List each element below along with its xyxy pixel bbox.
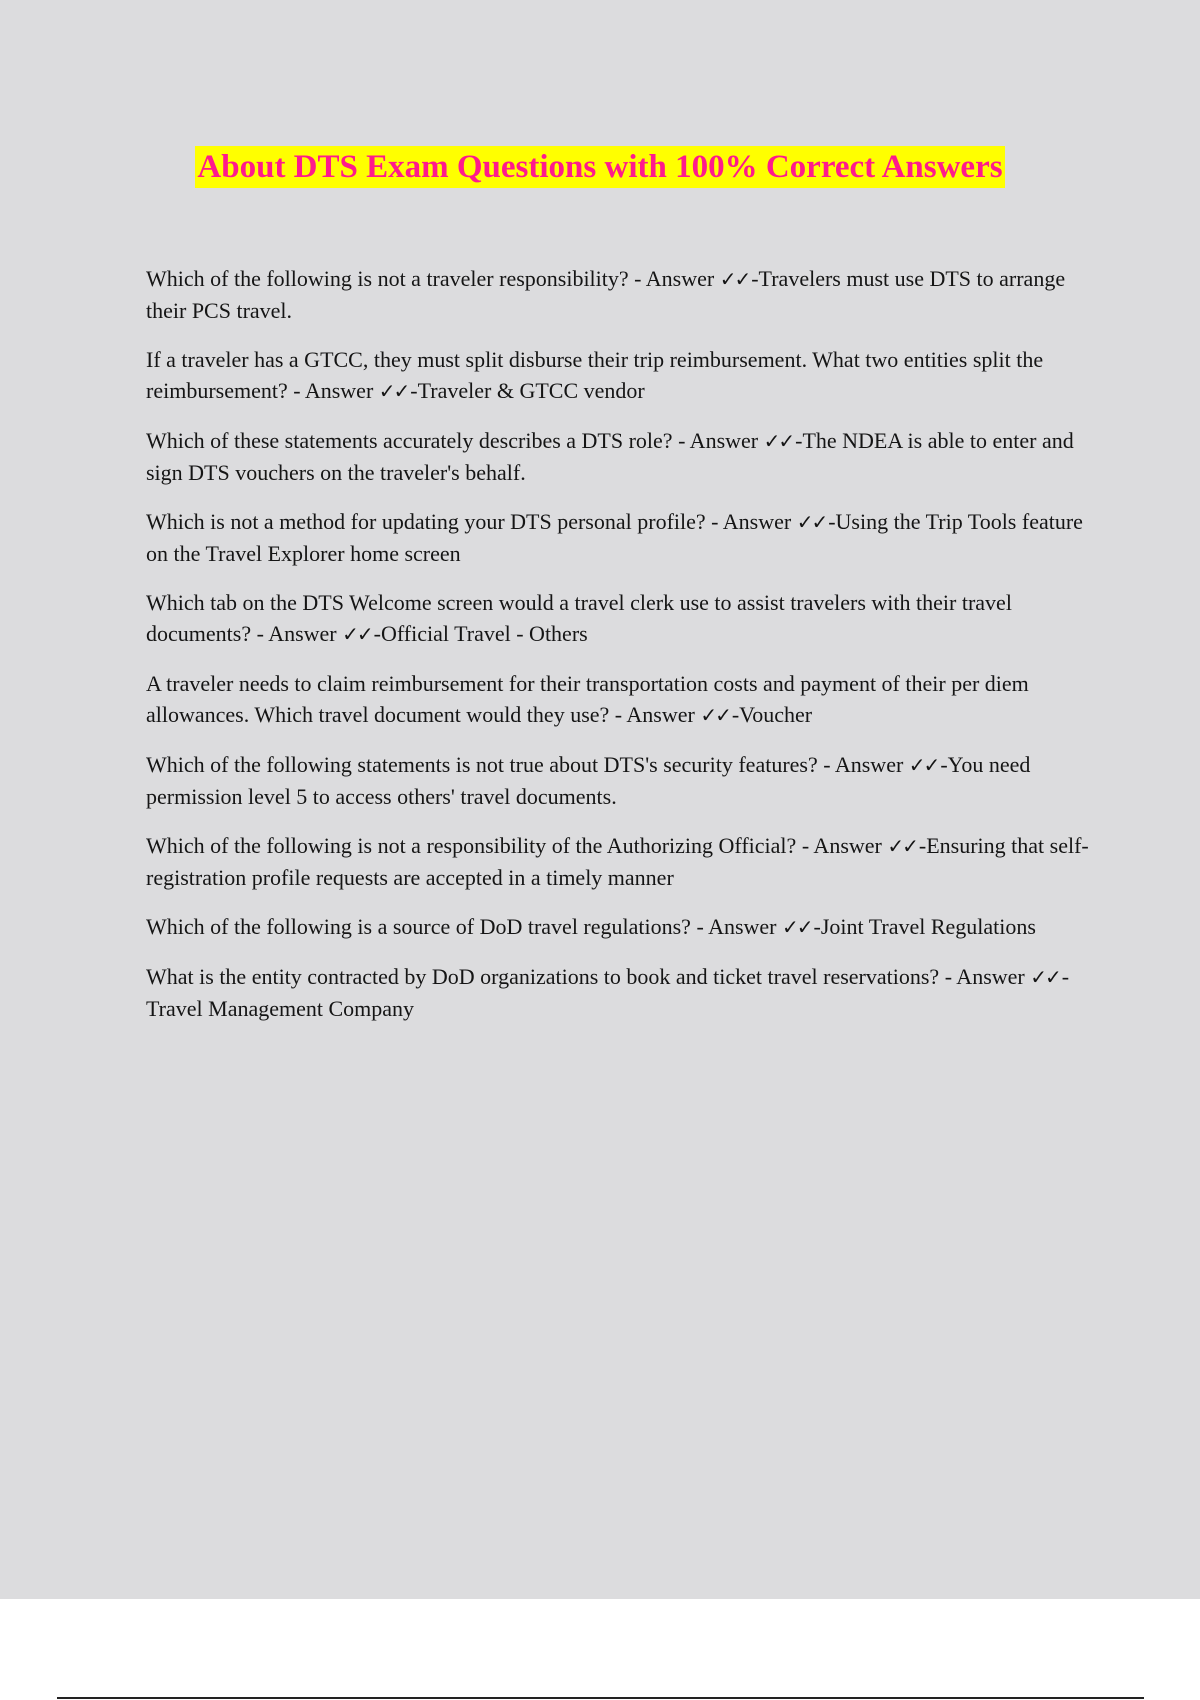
double-check-icon: ✓✓ (763, 429, 794, 453)
answer-prefix: - Answer (817, 752, 909, 777)
answer-prefix: - Answer (939, 964, 1031, 989)
question-text: Which is not a method for updating your DTS personal profile? (146, 509, 706, 534)
answer-text: -Joint Travel Regulations (813, 914, 1036, 939)
qa-item (146, 425, 1094, 488)
title-container (0, 146, 1200, 188)
qa-item (146, 587, 1094, 650)
answer-text: -Travel Management Company (146, 964, 1070, 1021)
question-text: Which of the following statements is not true about DTS's security features? (146, 752, 818, 777)
double-check-icon: ✓✓ (719, 267, 750, 291)
qa-item (146, 344, 1094, 407)
double-check-icon: ✓✓ (796, 510, 827, 534)
qa-item (146, 911, 1094, 943)
answer-text: -Traveler & GTCC vendor (410, 378, 645, 403)
double-check-icon: ✓✓ (782, 915, 812, 939)
double-check-icon: ✓✓ (887, 834, 917, 858)
double-check-icon: ✓✓ (378, 379, 409, 403)
answer-prefix: - Answer (705, 509, 797, 534)
question-text: Which of these statements accurately describes a DTS role? (146, 428, 673, 453)
answer-prefix: - Answer (690, 914, 782, 939)
answer-prefix: - Answer (287, 378, 379, 403)
answer-text: -Voucher (731, 702, 813, 727)
qa-list (146, 263, 1094, 1042)
double-check-icon: ✓✓ (342, 622, 372, 646)
question-text: Which of the following is a source of DoD travel regulations? (146, 914, 691, 939)
answer-text: -Ensuring that self-registration profile requests are accepted in a timely manner (146, 833, 1089, 890)
answer-text: -The NDEA is able to enter and sign DTS vouchers on the traveler's behalf. (146, 428, 1074, 485)
qa-item (146, 263, 1094, 326)
question-text: Which of the following is not a responsibility of the Authorizing Official? (146, 833, 797, 858)
double-check-icon: ✓✓ (700, 703, 730, 727)
document-title: About DTS Exam Questions with 100% Correct Answers (195, 146, 1004, 188)
question-text: Which of the following is not a traveler responsibility? (146, 266, 629, 291)
double-check-icon: ✓✓ (1030, 965, 1060, 989)
double-check-icon: ✓✓ (908, 753, 939, 777)
question-text: What is the entity contracted by DoD organizations to book and ticket travel reservations? (146, 964, 940, 989)
qa-item (146, 506, 1094, 569)
footer-divider (57, 1697, 1144, 1699)
answer-prefix: - Answer (609, 702, 701, 727)
qa-item (146, 749, 1094, 812)
answer-text: -Travelers must use DTS to arrange their PCS travel. (146, 266, 1066, 323)
question-text: Which tab on the DTS Welcome screen would a travel clerk use to assist travelers with their travel documents? (146, 590, 1012, 646)
answer-prefix: - Answer (628, 266, 720, 291)
qa-item (146, 668, 1094, 731)
answer-prefix: - Answer (796, 833, 888, 858)
qa-item (146, 961, 1094, 1024)
answer-text: -Official Travel - Others (373, 621, 588, 646)
answer-prefix: - Answer (251, 621, 343, 646)
answer-text: -You need permission level 5 to access others' travel documents. (146, 752, 1031, 809)
answer-prefix: - Answer (672, 428, 764, 453)
answer-text: -Using the Trip Tools feature on the Travel Explorer home screen (146, 509, 1083, 566)
qa-item (146, 830, 1094, 893)
question-text: If a traveler has a GTCC, they must split disburse their trip reimbursement. What two entities split the reimbursement? (146, 347, 1044, 403)
question-text: A traveler needs to claim reimbursement for their transportation costs and payment of their per diem allowances. Which travel document would they use? (146, 671, 1029, 727)
